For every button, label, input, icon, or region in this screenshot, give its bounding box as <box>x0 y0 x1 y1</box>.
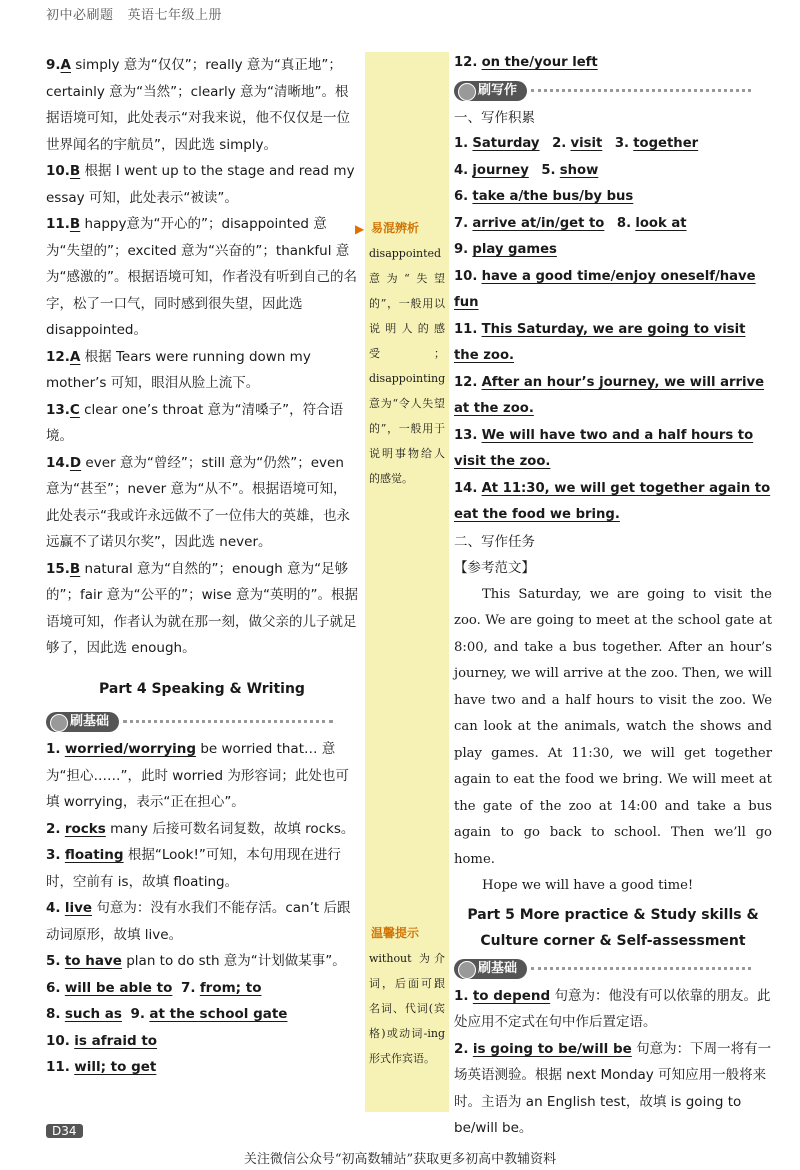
item-number: 12. <box>454 55 478 70</box>
answer-key: will; to get <box>74 1059 157 1075</box>
answer-line <box>454 50 772 77</box>
answer-key: together <box>633 136 699 151</box>
dotted-rule <box>531 89 751 92</box>
explanation: clear one’s throat 意为“清嗓子”，符合语境。 <box>46 401 344 444</box>
item-number: 3. <box>46 847 61 863</box>
answer-item <box>46 556 358 662</box>
dotted-rule <box>123 720 333 723</box>
answer-item <box>46 736 358 816</box>
item-number: 14. <box>46 454 70 471</box>
answer-key: This Saturday, we are going to visit the zoo. <box>454 321 746 363</box>
answer-list-part5 <box>454 983 772 1142</box>
answer-item <box>46 158 358 211</box>
page-number: D34 <box>46 1124 83 1138</box>
item-number: 13. <box>454 427 478 443</box>
answer-line <box>454 370 772 423</box>
part5-title-line1: Part 5 More practice & Study skills & <box>467 906 759 923</box>
item-number: 10. <box>46 1032 70 1049</box>
model-essay: This Saturday, we are going to visit the zoo. We are going to meet at the school gate at 8:00, and take a bus together. After an hour’s journey, we will arrive at the zoo. Then, we will have two and a half hours to visit the zoo. We can look at the animals, watch the shows and play games. At 11:30, we will get together again to eat the food we bring. We will meet at the gate of the zoo at 14:00 and take a bus again to go back to school. Then we’ll go home. <box>454 586 772 867</box>
answer-key: B <box>69 216 81 232</box>
answer-key: is going to be/will be <box>472 1040 632 1057</box>
model-essay-closing: Hope we will have a good time! <box>482 878 694 893</box>
badge-label: 刷写作 <box>478 82 518 98</box>
answer-key: Saturday <box>472 136 540 151</box>
item-number: 14. <box>454 480 478 496</box>
explanation: 根据“Look!”可知，本句用现在进行时，空前有 is，故填 floating。 <box>46 847 341 890</box>
item-number: 12. <box>46 348 70 365</box>
badge-label: 刷基础 <box>70 714 110 729</box>
item-number: 9. <box>46 57 61 73</box>
answer-item <box>46 842 358 895</box>
explanation: happy意为“开心的”；disappointed 意为“失望的”；excited 意为“兴奋的”；thankful 意为“感激的”。根据语境可知，作者没有听到自己的名字，松了一口气，同时感到很失望，因此选 disappointed。 <box>46 216 357 338</box>
arrow-icon: ▶ <box>355 222 365 236</box>
item-number: 3. <box>614 136 630 151</box>
answer-key: to have <box>64 953 122 969</box>
section-heading: 二、写作任务 <box>454 533 535 550</box>
item-number: 13. <box>46 401 70 418</box>
answer-line <box>454 131 772 158</box>
section-heading: 一、写作积累 <box>454 109 535 126</box>
answer-key: look at <box>635 215 687 231</box>
answer-list-part3 <box>46 52 358 662</box>
item-number: 6. <box>454 189 469 204</box>
answer-key: worried/worrying <box>64 741 197 757</box>
answer-line <box>454 476 772 529</box>
explanation: plan to do sth 意为“计划做某事”。 <box>121 953 346 969</box>
item-number: 5. <box>541 162 556 178</box>
footer-notice: 关注微信公众号“初高数辅站”获取更多初高中教辅资料 <box>243 1152 557 1167</box>
item-number: 2. <box>46 820 61 837</box>
answer-line <box>46 1054 358 1081</box>
item-number: 10. <box>454 268 478 284</box>
item-number: 11. <box>46 216 70 232</box>
answer-key: rocks <box>64 820 106 837</box>
answer-line <box>454 317 772 370</box>
answer-item <box>454 983 772 1036</box>
item-number: 15. <box>46 560 70 577</box>
badge-basics-2 <box>454 955 772 983</box>
answer-key: visit <box>570 136 603 151</box>
item-number: 10. <box>46 163 70 179</box>
answer-line <box>454 237 772 264</box>
item-number: 4. <box>454 162 469 178</box>
item-number: 8. <box>616 215 632 231</box>
confusion-note: disappointed 意为“失望的”，一般用以说明人的感受；disappointing 意为“令人失望的”，一般用于说明事物给人的感觉。 <box>369 247 446 485</box>
explanation: simply 意为“仅仅”；really 意为“真正地”；certainly 意为“当然”；clearly 意为“清晰地”。根据语境可知，此处表示“对我来说，他不仅仅是一位世界闻名的宇航员”，因此选 simply。 <box>46 57 350 153</box>
pencil-icon <box>458 83 476 101</box>
answer-key: on the/your left <box>481 55 598 70</box>
answer-list-part4 <box>46 736 358 1081</box>
answer-key: at the school gate <box>149 1006 288 1022</box>
answer-key: A <box>60 57 71 73</box>
answer-item <box>46 397 358 450</box>
answer-key: take a/the bus/by bus <box>472 189 634 204</box>
item-number: 1. <box>454 987 469 1004</box>
answer-item <box>454 1036 772 1142</box>
answer-line <box>46 1001 358 1028</box>
answer-line <box>454 158 772 185</box>
item-number: 7. <box>180 979 196 996</box>
item-number: 12. <box>454 374 478 390</box>
explanation: be worried that… 意为“担心……”，此时 worried 为形容词；此处也可填 worrying，表示“正在担心”。 <box>46 741 349 810</box>
item-number: 4. <box>46 900 61 916</box>
explanation: 句意为：下周一将有一场英语测验。根据 next Monday 可知应用一般将来时。主语为 an English test，故填 is going to be/will be。 <box>454 1040 772 1136</box>
left-column <box>46 52 358 1081</box>
answer-line <box>454 264 772 317</box>
answer-key: D <box>69 454 82 471</box>
answer-key: is afraid to <box>74 1032 158 1049</box>
subject-title: 英语七年级上册 <box>127 8 223 23</box>
explanation: 句意为：没有水我们不能存活。can’t 后跟动词原形，故填 live。 <box>46 900 351 943</box>
answer-key: to depend <box>472 987 551 1004</box>
section-badge <box>454 81 527 101</box>
dotted-rule <box>531 967 751 970</box>
answer-item <box>46 344 358 397</box>
item-number: 2. <box>454 1040 469 1057</box>
item-number: 8. <box>46 1006 61 1022</box>
answer-key: show <box>559 162 599 178</box>
answer-item <box>46 816 358 843</box>
answer-key: from; to <box>199 979 262 996</box>
item-number: 6. <box>46 979 61 996</box>
item-number: 1. <box>454 136 469 151</box>
answer-key: At 11:30, we will get together again to eat the food we bring. <box>454 480 771 522</box>
running-header <box>46 4 222 23</box>
answer-line <box>46 1028 358 1055</box>
explanation: 根据 I went up to the stage and read my essay 可知，此处表示“被读”。 <box>46 163 355 206</box>
section-badge <box>454 959 527 979</box>
explanation: many 后接可数名词复数，故填 rocks。 <box>105 820 355 837</box>
answer-item <box>46 211 358 344</box>
answer-key: journey <box>472 162 529 178</box>
badge-basics <box>46 708 358 736</box>
item-number: 9. <box>454 242 469 257</box>
explanation: 句意为：他没有可以依靠的朋友。此处应用不定式在句中作后置定语。 <box>454 987 771 1030</box>
answer-item <box>46 450 358 556</box>
answer-key: B <box>69 163 81 179</box>
answer-key: After an hour’s journey, we will arrive at the zoo. <box>454 374 765 416</box>
part4-title: Part 4 Speaking & Writing <box>99 680 305 697</box>
confusion-label: 易混辨析 <box>371 221 420 235</box>
pencil-icon <box>458 961 476 979</box>
section-badge <box>46 712 119 732</box>
answer-line <box>454 423 772 476</box>
item-number: 11. <box>46 1059 70 1075</box>
answer-key: We will have two and a half hours to visit the zoo. <box>454 427 754 469</box>
answer-item <box>46 52 358 158</box>
book-title: 初中必刷题 <box>46 8 114 23</box>
right-column <box>454 50 772 1142</box>
answer-key: live <box>64 900 93 916</box>
explanation: ever 意为“曾经”；still 意为“仍然”；even 意为“甚至”；never 意为“从不”。根据语境可知，此处表示“我或许永远做不了一位伟大的英雄，也永远赢不了诺贝尔奖”，因此选 never。 <box>46 454 350 550</box>
item-number: 7. <box>454 215 469 231</box>
tip-note: without 为介词，后面可跟名词、代词(宾格)或动词-ing 形式作宾语。 <box>369 952 445 1065</box>
reference-label: 【参考范文】 <box>454 560 535 576</box>
item-number: 2. <box>552 136 567 151</box>
answer-key: will be able to <box>64 979 173 996</box>
badge-writing <box>454 77 772 105</box>
answer-item <box>46 948 358 975</box>
answer-key: A <box>69 348 81 365</box>
part5-title-line2: Culture corner & Self-assessment <box>480 933 746 949</box>
item-number: 9. <box>130 1006 146 1022</box>
answer-key: arrive at/in/get to <box>472 215 605 231</box>
answer-key: floating <box>64 847 124 863</box>
pencil-icon <box>50 714 68 732</box>
answer-key: such as <box>64 1006 122 1022</box>
item-number: 11. <box>454 321 478 337</box>
tip-label: 温馨提示 <box>371 926 420 940</box>
answer-item <box>46 895 358 948</box>
item-number: 5. <box>46 953 61 969</box>
answer-key: play games <box>472 242 557 257</box>
answer-key: C <box>69 401 80 418</box>
answer-key: B <box>69 560 81 577</box>
answer-line <box>46 975 358 1002</box>
item-number: 1. <box>46 741 61 757</box>
explanation: 根据 Tears were running down my mother’s 可知，眼泪从脸上流下。 <box>46 348 311 391</box>
explanation: natural 意为“自然的”；enough 意为“足够的”；fair 意为“公平的”；wise 意为“英明的”。根据语境可知，作者认为就在那一刻，做父亲的儿子就足够了，因此选 enough。 <box>46 560 359 656</box>
side-notes <box>365 52 449 1112</box>
answer-line <box>454 211 772 238</box>
badge-label: 刷基础 <box>478 960 518 976</box>
answer-key: have a good time/enjoy oneself/have fun <box>454 268 756 310</box>
answer-line <box>454 184 772 211</box>
